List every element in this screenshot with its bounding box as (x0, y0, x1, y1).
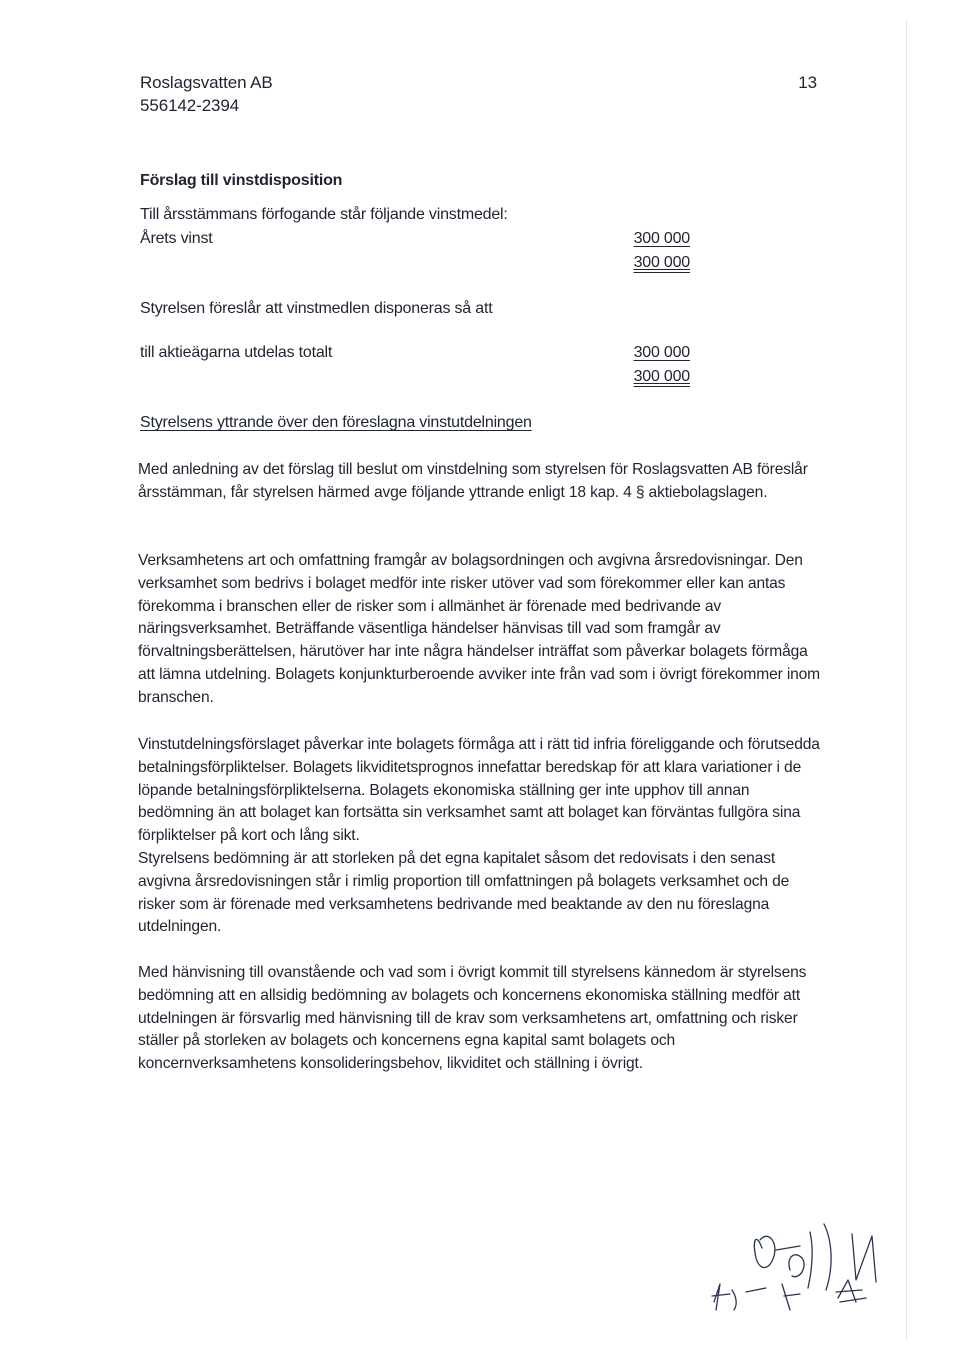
available-total: 300 000 (633, 254, 690, 271)
page-number: 13 (798, 73, 817, 92)
available-row-amount: 300 000 (633, 230, 690, 247)
distribution-row-amount: 300 000 (633, 344, 690, 361)
intro-text: Till årsstämmans förfogande står följande vinstmedel: (140, 206, 508, 223)
statement-paragraph-2: Verksamhetens art och omfattning framgår av bolagsordningen och avgivna årsredovisningar. Den verksamhet som bedrivs i bolaget medför inte risker utöver vad som förekommer eller kan antas förekomma i branschen eller de risker som i allmänhet är förenade med bedrivande av näringsverksamhet. Beträffande väsentliga händelser hänvisas till vad som framgår av förvaltningsberättelsen, härutöver har inte några händelser inträffat som påverkar bolagets förmåga att lämna utdelning. Bolagets konjunkturberoende avviker inte från vad som i övrigt förekommer inom branschen. (138, 552, 821, 706)
org-number: 556142-2394 (140, 96, 240, 115)
statement-paragraph-3: Vinstutdelningsförslaget påverkar inte bolagets förmåga att i rätt tid infria föreliggande och förutsedda betalningsförpliktelser. Bolagets likviditetsprognos innefattar beredskap för att klara variationer i de löpande betalningsförpliktelserna. Bolagets ekonomiska ställning ger inte upphov till annan bedömning än att bolaget kan fortsätta sin verksamhet samt att bolaget kan förväntas fullgöra sina förpliktelser på kort och lång sikt. (138, 736, 820, 845)
distribution-total: 300 000 (633, 368, 690, 385)
company-name: Roslagsvatten AB (140, 73, 273, 92)
proposal-intro: Styrelsen föreslår att vinstmedlen disponeras så att (140, 300, 493, 317)
statement-title: Styrelsens yttrande över den föreslagna vinstutdelningen (140, 414, 532, 431)
available-row-label: Årets vinst (140, 230, 213, 247)
statement-paragraph-1: Med anledning av det förslag till beslut om vinstdelning som styrelsen för Roslagsvatten AB föreslår årsstämman, får styrelsen härmed avge följande yttrande enligt 18 kap. 4 § aktiebolagslagen. (138, 461, 808, 501)
scan-edge-line (906, 20, 907, 1340)
distribution-row-label: till aktieägarna utdelas totalt (140, 344, 333, 361)
statement-paragraph-4: Styrelsens bedömning är att storleken på det egna kapitalet såsom det redovisats i den senast avgivna årsredovisningen står i rimlig proportion till omfattningen på bolagets verksamhet och de risker som är förenade med verksamhetens bedrivande med beaktande av den nu föreslagna utdelningen. (138, 850, 790, 936)
handwritten-signature (690, 1210, 910, 1330)
statement-paragraph-5: Med hänvisning till ovanstående och vad som i övrigt kommit till styrelsens kännedom är styrelsens bedömning att en allsidig bedömning av bolagets och koncernens ekonomiska ställning medför att utdelningen är försvarlig med hänvisning till de krav som verksamhetens art, omfattning och risker ställer på storleken av bolagets och koncernens egna kapital samt bolagets och koncernverksamhetens konsolideringsbehov, likviditet och ställning i övrigt. (138, 964, 807, 1073)
section-title: Förslag till vinstdisposition (140, 172, 343, 189)
